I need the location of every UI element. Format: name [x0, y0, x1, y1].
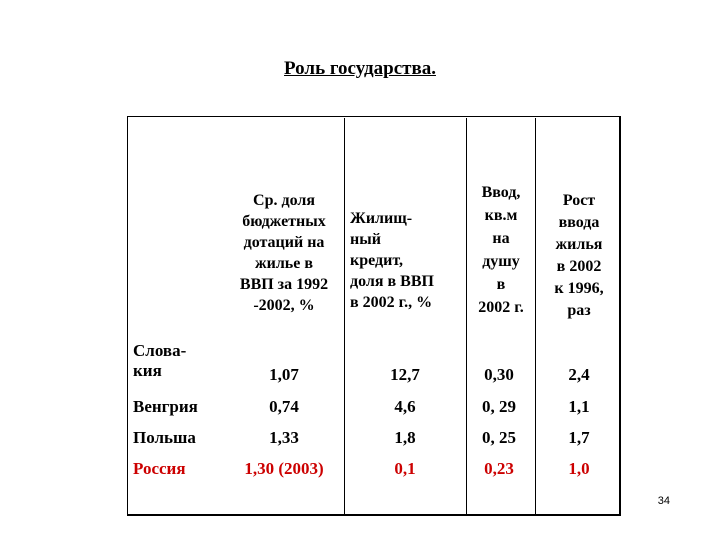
cell-value-highlighted: 0,1: [394, 459, 416, 478]
cell-value: 2,4: [568, 365, 590, 384]
row-country-highlighted: Россия: [133, 459, 186, 478]
header-budget-subsidies: Ср. доля бюджетных дотаций на жилье в ВВП за 1992 -2002, %: [239, 192, 329, 314]
page-number: 34: [657, 495, 670, 507]
cell-value-highlighted: 1,30 (2003): [244, 459, 324, 478]
cell-value: 1,33: [269, 428, 299, 447]
cell-value: 1,07: [269, 365, 299, 384]
cell-value: 1,1: [568, 397, 590, 416]
cell-value: 1,7: [568, 428, 590, 447]
cell-value: 4,6: [394, 397, 416, 416]
cell-value-highlighted: 0,23: [484, 459, 514, 478]
cell-value: 0, 25: [482, 428, 516, 447]
header-housing-growth: Рост ввода жилья в 2002 к 1996, раз: [554, 192, 604, 319]
cell-value: 0,30: [484, 365, 514, 384]
header-housing-per-capita: Ввод, кв.м на душу в 2002 г.: [478, 184, 524, 316]
slide-title: Роль государства.: [284, 58, 436, 79]
row-country: Польша: [133, 428, 196, 447]
row-country: Венгрия: [133, 397, 198, 416]
column-divider: [344, 118, 345, 514]
header-housing-credit: Жилищ- ный кредит, доля в ВВП в 2002 г., %: [350, 210, 434, 311]
column-divider: [466, 118, 467, 514]
cell-value: 0, 29: [482, 397, 516, 416]
column-divider: [535, 118, 536, 514]
cell-value: 1,8: [394, 428, 416, 447]
cell-value: 12,7: [390, 365, 420, 384]
row-country: Слова- кия: [133, 341, 187, 380]
cell-value: 0,74: [269, 397, 299, 416]
cell-value-highlighted: 1,0: [568, 459, 590, 478]
